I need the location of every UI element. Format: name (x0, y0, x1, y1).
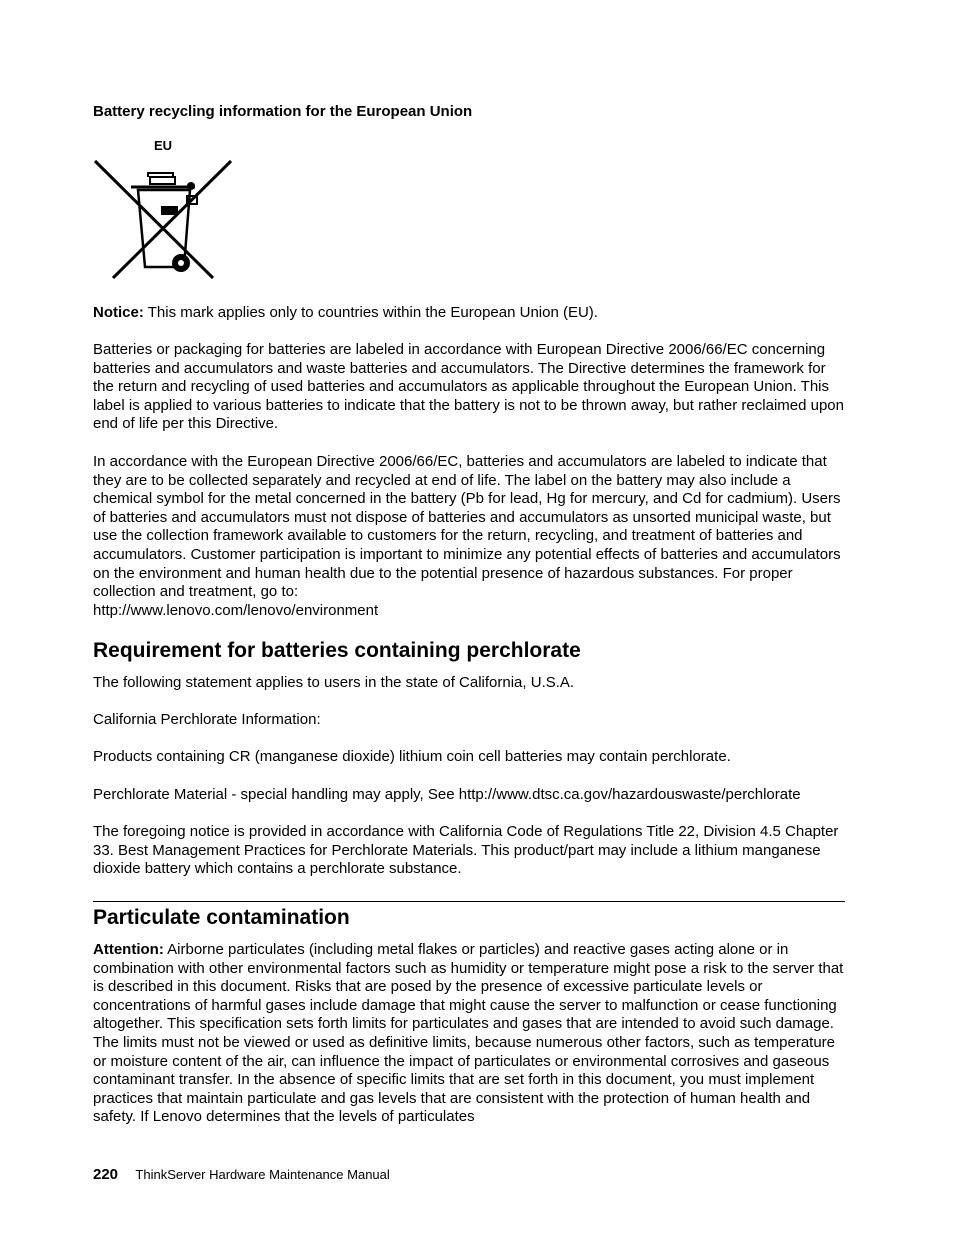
manual-title: ThinkServer Hardware Maintenance Manual (135, 1167, 390, 1182)
eu-labeling-text: In accordance with the European Directive 2006/66/EC, batteries and accumulators are labeled to indicate that they are to be collected separately and recycled at end of life. The label on the battery may also include a chemical symbol for the metal concerned in the battery (Pb for lead, Hg for mercury, and Cd for cadmium). Users of batteries and accumulators must not dispose of batteries and accumulators as unsorted municipal waste, but use the collection framework available to customers for the return, recycling, and treatment of batteries and accumulators. Customer participation is important to minimize any potential effects of batteries and accumulators on the environment and human health due to the potential presence of hazardous substances. For proper collection and treatment, go to: (93, 453, 841, 601)
attention-label: Attention: (93, 941, 164, 958)
perchlorate-p4: Perchlorate Material - special handling may apply, See http://www.dtsc.ca.gov/hazardouswaste/perchlorate (93, 786, 801, 803)
notice-paragraph (93, 304, 845, 323)
perchlorate-heading: Requirement for batteries containing perchlorate (93, 639, 581, 662)
attention-text: Airborne particulates (including metal flakes or particles) and reactive gases acting alone or in combination with other environmental factors such as humidity or temperature might pose a risk to the server that is described in this document. Risks that are posed by the presence of excessive particulate levels or concentrations of harmful gases include damage that might cause the server to malfunction or cease functioning altogether. This specification sets forth limits for particulates and gases that are intended to avoid such damage. The limits must not be viewed or used as definitive limits, because numerous other factors, such as temperature or moisture content of the air, can influence the impact of particulates or environmental corrosives and gaseous contaminant transfer. In the absence of specific limits that are set forth in this document, you must implement practices that maintain particulate and gas levels that are consistent with the protection of human health and safety. If Lenovo determines that the levels of particulates (93, 941, 844, 1126)
eu-directive-paragraph: Batteries or packaging for batteries are labeled in accordance with European Directive 2006/66/EC concerning batteries and accumulators and waste batteries and accumulators. The Directive determines the framework for the return and recycling of used batteries and accumulators as applicable throughout the European Union. This label is applied to various batteries to indicate that the battery is not to be thrown away, but rather reclaimed upon end of life per this Directive. (93, 341, 844, 433)
page-footer (93, 1166, 390, 1183)
eu-symbol-label: EU (154, 138, 173, 153)
lenovo-environment-link[interactable]: http://www.lenovo.com/lenovo/environment (93, 601, 379, 619)
perchlorate-p1: The following statement applies to users in the state of California, U.S.A. (93, 674, 575, 691)
eu-section-heading: Battery recycling information for the European Union (93, 103, 473, 120)
section-divider (93, 901, 845, 902)
notice-text: This mark applies only to countries within the European Union (EU). (147, 304, 598, 321)
particulate-heading: Particulate contamination (93, 906, 350, 929)
page-number: 220 (93, 1166, 119, 1183)
notice-label: Notice: (93, 304, 144, 321)
attention-paragraph (93, 941, 845, 1127)
perchlorate-p2: California Perchlorate Information: (93, 711, 321, 728)
perchlorate-p5: The foregoing notice is provided in accordance with California Code of Regulations Title 22, Division 4.5 Chapter 33. Best Management Practices for Perchlorate Materials. This product/part may include a lithium manganese dioxide battery which contains a perchlorate substance. (93, 823, 839, 878)
eu-labeling-paragraph (93, 453, 845, 620)
crossed-out-bin-icon (93, 157, 235, 281)
perchlorate-p3: Products containing CR (manganese dioxide) lithium coin cell batteries may contain perchlorate. (93, 748, 731, 765)
